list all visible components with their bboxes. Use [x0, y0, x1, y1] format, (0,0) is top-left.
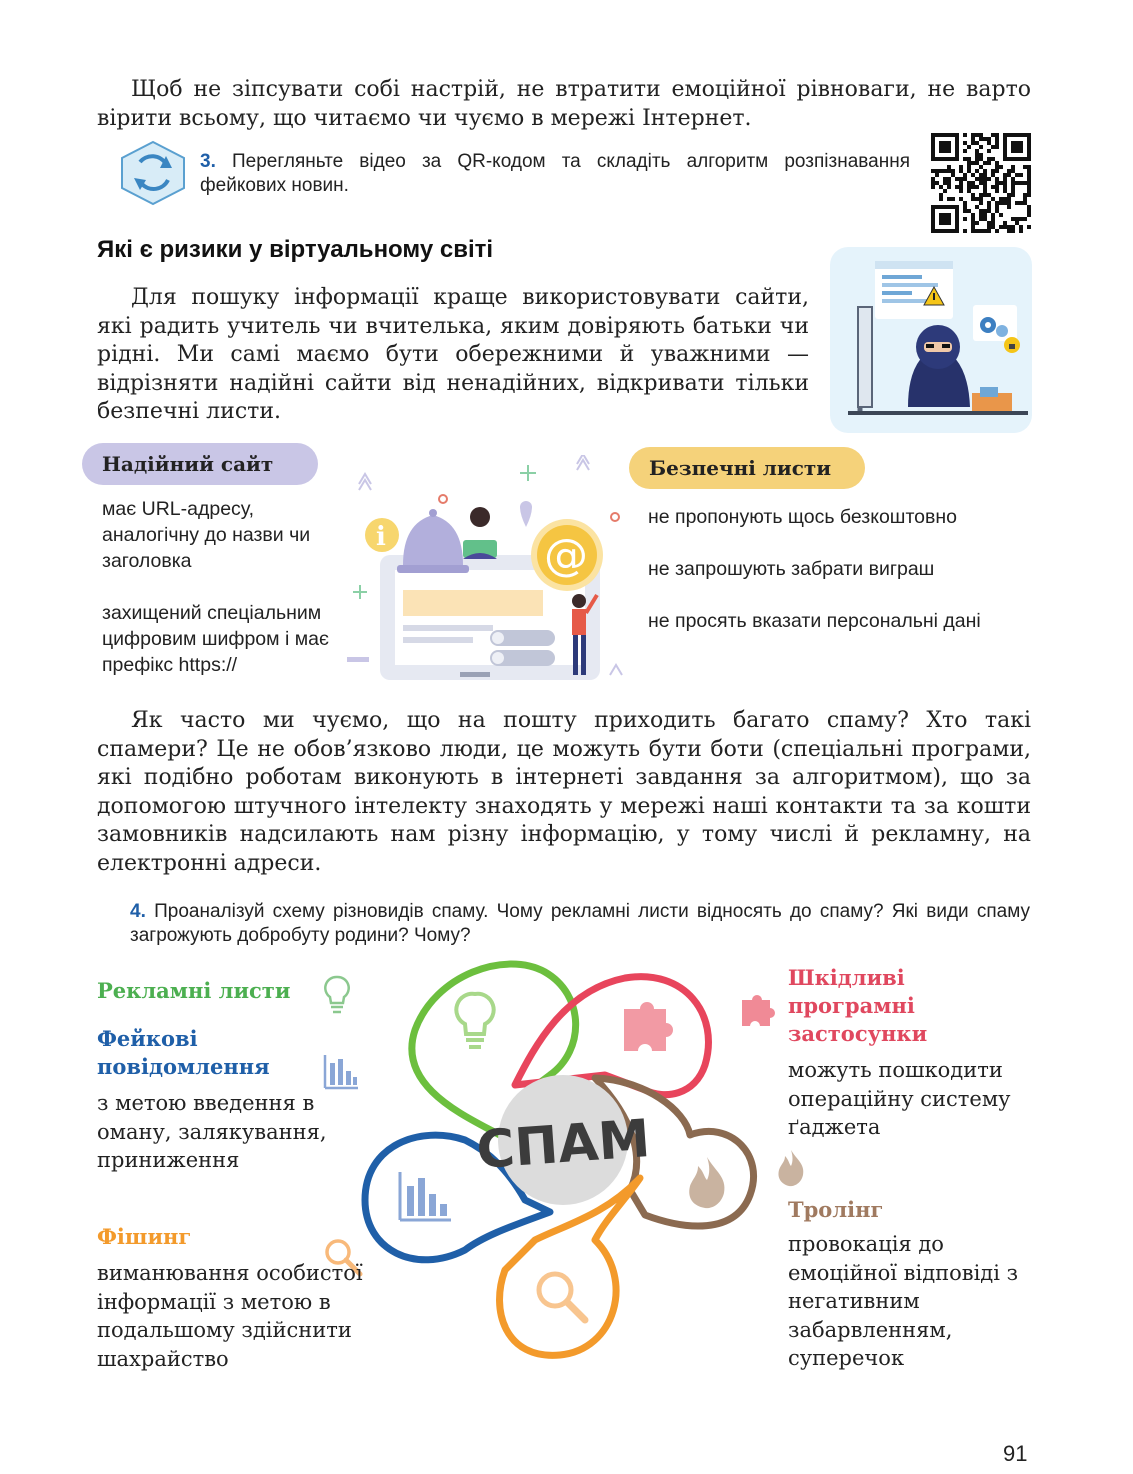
- category-malware-title: Шкідливі програмні застосунки: [788, 965, 928, 1046]
- category-fake-desc: з метою введення в оману, залякування, приниження: [97, 1091, 327, 1172]
- category-fake-title: Фейкові повідомлення: [97, 1026, 270, 1079]
- category-trolling-title: Тролінг: [788, 1197, 884, 1222]
- petal-puzzle-icon: [624, 1002, 673, 1051]
- svg-text:i: i: [376, 522, 386, 552]
- petal-magnifier-icon: [539, 1274, 585, 1320]
- petal-bulb-icon: [456, 994, 493, 1047]
- intro-paragraph: Щоб не зіпсувати собі настрій, не втратити емоційної рівноваги, не варто вірити всьому, що читаємо чи чуємо в мережі Інтернет.: [97, 77, 1031, 131]
- petal-flame-icon: [689, 1157, 724, 1208]
- spam-center-label: СПАМ: [474, 1109, 653, 1181]
- risk-paragraph: Для пошуку інформації краще використовувати сайти, які радить учитель чи вчителька, яким довіряють батьки чи рідні. Ми самі маємо бути обережними й уважними — відрізняти надійні сайти від ненадійних, відкривати тільки безпечні листи.: [97, 285, 809, 424]
- spam-diagram: [355, 950, 785, 1370]
- page-number: 91: [1003, 1441, 1028, 1466]
- task3-text: 3. Перегляньте відео за QR-кодом та складіть алгоритм розпізнавання фейкових новин.: [200, 151, 910, 196]
- petal-chart-icon: [400, 1172, 451, 1220]
- category-malware-desc: можуть пошкодити операційну систему ґаджета: [788, 1058, 1011, 1139]
- reliable-item-2: захищений спеціальним цифровим шифром і має префікс https://: [102, 602, 329, 676]
- category-phishing-desc: виманювання особистої інформації з метою в подальшому здійснити шахрайство: [97, 1261, 363, 1371]
- safe-item-2: не запрошують забрати виграш: [648, 558, 935, 580]
- task4-text: 4. Проаналізуй схему різновидів спаму. Чому рекламні листи відносять до спаму? Які види спаму загрожують добробуту родини? Чому?: [130, 901, 1031, 946]
- email-illustration: [345, 455, 630, 690]
- safe-item-3: не просять вказати персональні дані: [648, 610, 981, 632]
- category-trolling-desc: провокація до емоційної відповіді з негативним забарвленням, суперечок: [788, 1232, 1019, 1370]
- hacker-illustration-icon: [830, 247, 1032, 433]
- qr-code-icon[interactable]: [931, 133, 1031, 233]
- svg-text:@: @: [544, 530, 588, 581]
- category-phishing-title: Фішинг: [97, 1224, 192, 1249]
- task3-icon: [118, 140, 188, 206]
- safe-item-1: не пропонують щось безкоштовно: [648, 506, 957, 528]
- lightbulb-icon: [322, 974, 352, 1021]
- reliable-item-1: має URL-адресу, аналогічну до назви чи заголовка: [102, 498, 311, 572]
- spam-paragraph: Як часто ми чуємо, що на пошту приходить багато спаму? Хто такі спамери? Це не обов’язково люди, це можуть бути боти (спеціальні програми, які подібно роботам виконують в інтернеті завдання за алгоритмом), що за допомогою штучного інтелекту знаходять у мережі наші контакти та за кошти замовників надсилають нам різну інформацію, у тому числі й рекламну, на електронні адреси.: [97, 708, 1031, 876]
- category-ads-title: Рекламні листи: [97, 978, 291, 1003]
- safe-letters-title: Безпечні листи: [629, 447, 865, 489]
- reliable-site-title: Надійний сайт: [82, 443, 318, 485]
- section-heading: Які є ризики у віртуальному світі: [97, 236, 494, 263]
